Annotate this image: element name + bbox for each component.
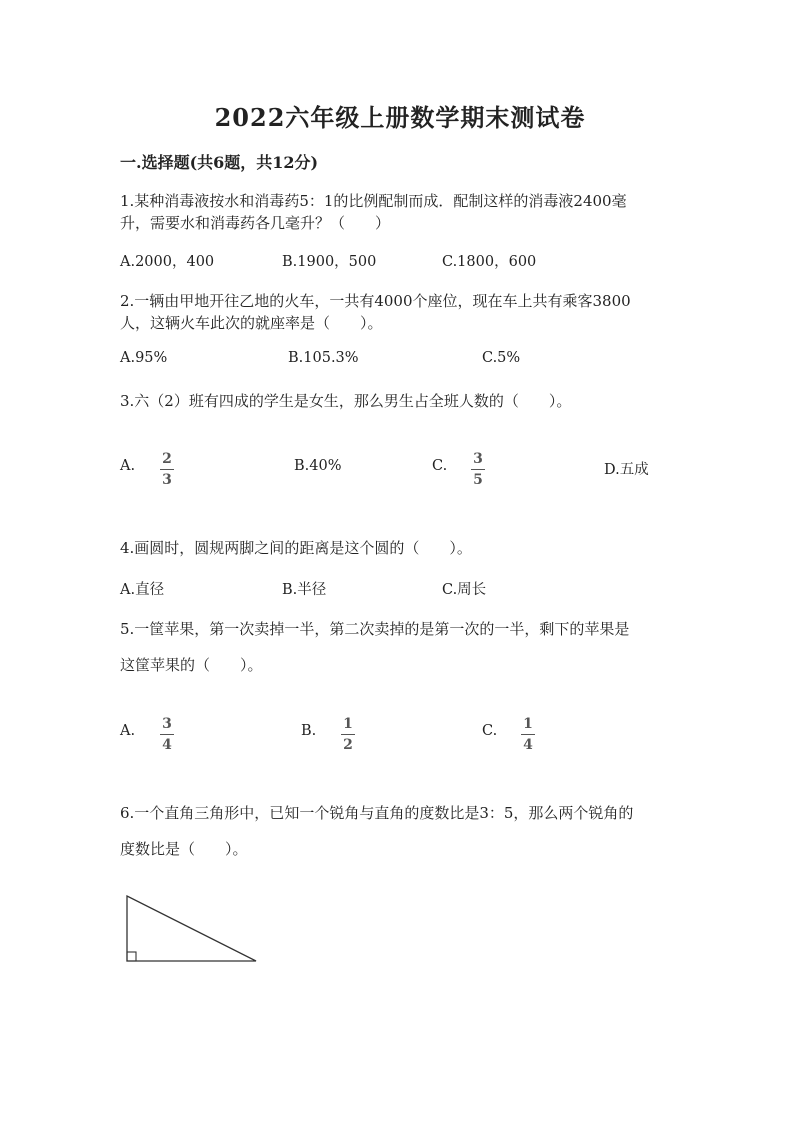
fraction-numerator: 1 xyxy=(343,716,353,732)
question-5-option-a-fraction xyxy=(159,717,175,752)
question-2-option-a[interactable]: A.95% xyxy=(120,350,168,366)
question-3-option-b[interactable]: B.40% xyxy=(294,458,342,474)
fraction-bar xyxy=(341,734,355,735)
question-2-line-2: 人，这辆火车此次的就座率是（ ）。 xyxy=(120,314,383,332)
question-1-option-c[interactable]: C.1800，600 xyxy=(442,254,537,270)
fraction-bar xyxy=(160,469,174,470)
right-angle-marker xyxy=(127,952,136,961)
question-4-option-c[interactable]: C.周长 xyxy=(442,582,487,598)
fraction-denominator: 4 xyxy=(162,737,172,753)
question-5-option-c-fraction xyxy=(520,717,536,752)
fraction-bar xyxy=(471,469,485,470)
right-triangle-diagram xyxy=(120,890,270,970)
triangle-outline xyxy=(127,896,256,961)
question-1-line-2: 升，需要水和消毒药各几毫升？（ ） xyxy=(120,214,391,232)
question-4-option-a[interactable]: A.直径 xyxy=(120,582,165,598)
question-3-line-1: 3.六（2）班有四成的学生是女生，那么男生占全班人数的（ ）。 xyxy=(120,392,572,410)
question-1-option-a[interactable]: A.2000，400 xyxy=(120,254,215,270)
question-3-option-a-fraction xyxy=(159,452,175,487)
fraction-numerator: 3 xyxy=(473,451,483,467)
question-2-option-b[interactable]: B.105.3% xyxy=(288,350,359,366)
question-3-option-d[interactable]: D.五成 xyxy=(604,462,649,478)
question-5-option-a-label[interactable]: A. xyxy=(120,723,136,739)
fraction-bar xyxy=(160,734,174,735)
question-4-option-b[interactable]: B.半径 xyxy=(282,582,327,598)
fraction-denominator: 3 xyxy=(162,472,172,488)
fraction-denominator: 5 xyxy=(473,472,483,488)
fraction-denominator: 4 xyxy=(523,737,533,753)
question-2-line-1: 2.一辆由甲地开往乙地的火车，一共有4000个座位，现在车上共有乘客3800 xyxy=(120,292,631,310)
fraction-numerator: 2 xyxy=(162,451,172,467)
question-3-option-a-label[interactable]: A. xyxy=(120,458,136,474)
question-4-line-1: 4.画圆时，圆规两脚之间的距离是这个圆的（ ）。 xyxy=(120,539,472,557)
question-6-line-1: 6.一个直角三角形中，已知一个锐角与直角的度数比是3：5，那么两个锐角的 xyxy=(120,804,634,822)
question-5-option-b-label[interactable]: B. xyxy=(301,723,317,739)
fraction-numerator: 3 xyxy=(162,716,172,732)
question-2-option-c[interactable]: C.5% xyxy=(482,350,521,366)
question-1-option-b[interactable]: B.1900，500 xyxy=(282,254,377,270)
fraction-numerator: 1 xyxy=(523,716,533,732)
question-5-line-1: 5.一筐苹果，第一次卖掉一半，第二次卖掉的是第一次的一半，剩下的苹果是 xyxy=(120,620,630,638)
question-5-option-b-fraction xyxy=(340,717,356,752)
question-5-line-2: 这筐苹果的（ ）。 xyxy=(120,656,263,674)
question-3-option-c-label[interactable]: C. xyxy=(432,458,448,474)
fraction-denominator: 2 xyxy=(343,737,353,753)
question-6-line-2: 度数比是（ ）。 xyxy=(120,840,248,858)
section-heading: 一.选择题(共6题，共12分) xyxy=(120,153,319,172)
question-5-option-c-label[interactable]: C. xyxy=(482,723,498,739)
page-title: 2022六年级上册数学期末测试卷 xyxy=(214,103,586,132)
question-1-line-1: 1.某种消毒液按水和消毒药5：1的比例配制而成．配制这样的消毒液2400毫 xyxy=(120,192,627,210)
question-3-option-c-fraction xyxy=(470,452,486,487)
fraction-bar xyxy=(521,734,535,735)
